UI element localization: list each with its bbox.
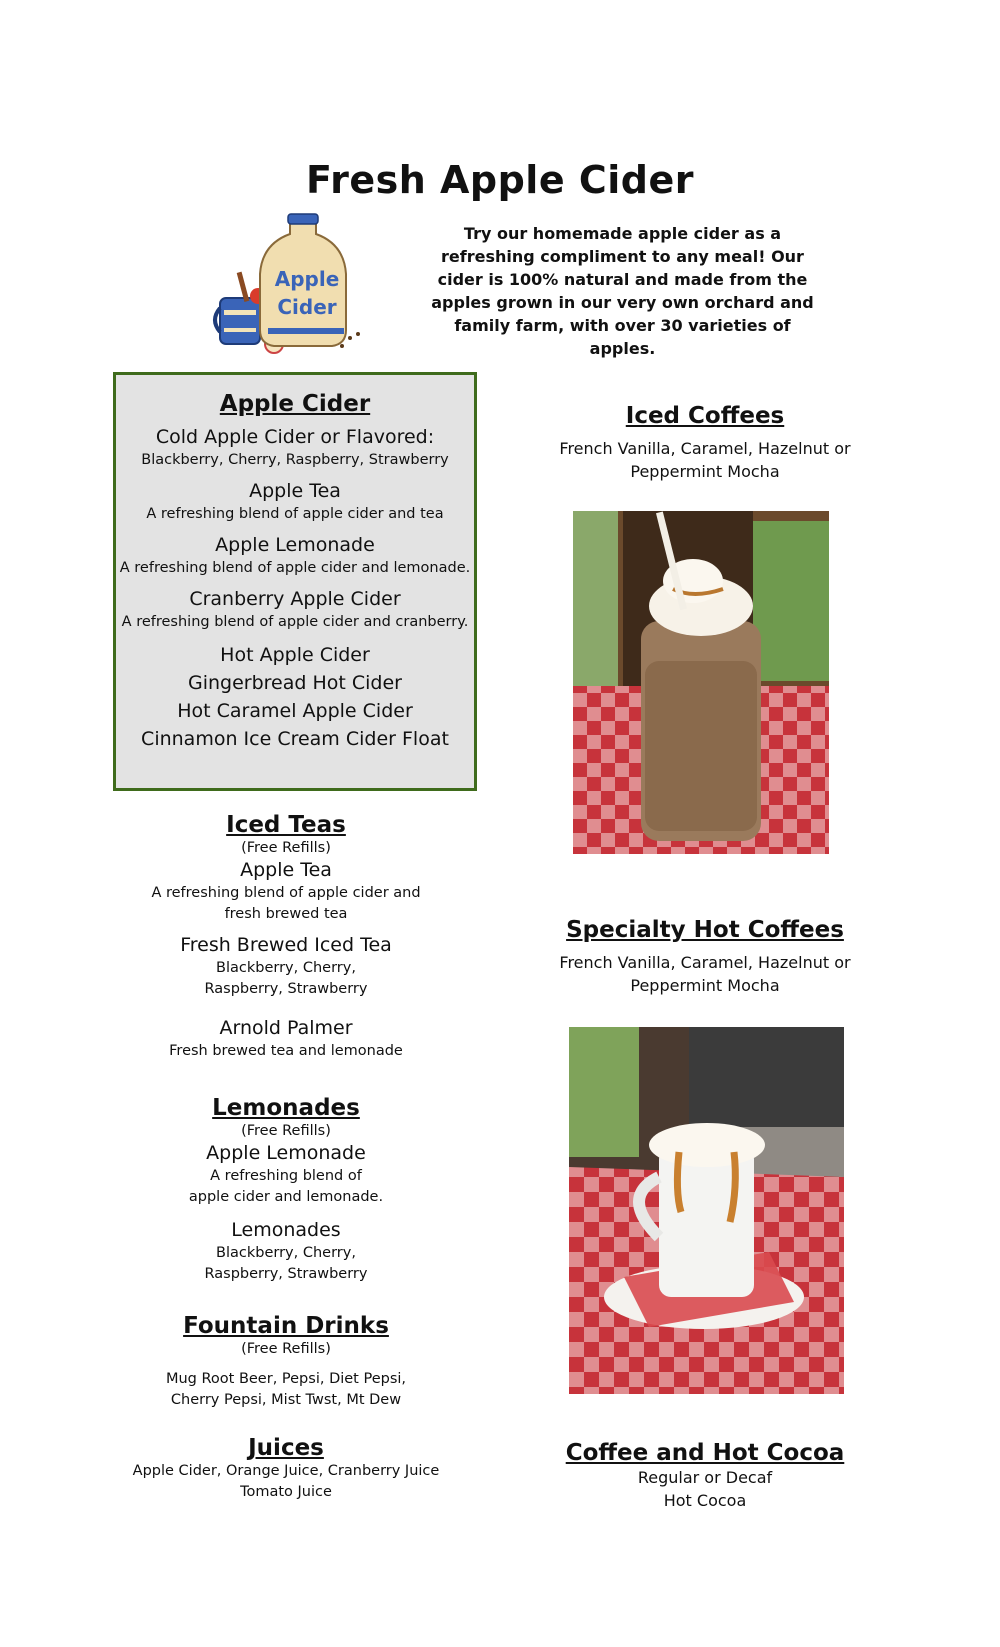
menu-item-desc: fresh brewed tea (224, 906, 348, 922)
juices-list-line: Tomato Juice (240, 1484, 332, 1500)
fountain-list-line: Cherry Pepsi, Mist Twst, Mt Dew (170, 1392, 402, 1408)
free-refills-note: (Free Refills) (241, 1123, 331, 1139)
menu-item: Apple Lemonade (206, 1142, 366, 1164)
iced-coffees-heading: Iced Coffees (625, 403, 785, 429)
menu-item: Cinnamon Ice Cream Cider Float (141, 728, 449, 750)
menu-item-desc: Blackberry, Cherry, Raspberry, Strawberry (141, 452, 449, 468)
iced-coffees-flavors: French Vanilla, Caramel, Hazelnut or (559, 439, 851, 458)
apple-cider-jug-illustration (212, 210, 372, 360)
menu-item-desc: Blackberry, Cherry, (216, 960, 356, 976)
hot-coffee-photo (569, 1027, 844, 1394)
intro-paragraph: Try our homemade apple cider as a refreshing compliment to any meal! Our cider is 100% natural and made from the apples grown in our very own orchard and family farm, with over 30 varieties of apples. (431, 224, 814, 358)
menu-item-desc: Raspberry, Strawberry (204, 981, 368, 997)
free-refills-note: (Free Refills) (241, 1341, 331, 1357)
menu-item-desc: Raspberry, Strawberry (204, 1266, 368, 1282)
coffee-option: Regular or Decaf (637, 1468, 773, 1487)
free-refills-note: (Free Refills) (241, 840, 331, 856)
lemonades-heading: Lemonades (212, 1095, 360, 1121)
jug-label-line2: Cider (277, 295, 337, 319)
fountain-list-line: Mug Root Beer, Pepsi, Diet Pepsi, (165, 1371, 407, 1387)
menu-item: Arnold Palmer (219, 1017, 353, 1039)
juices-list-line: Apple Cider, Orange Juice, Cranberry Juice (132, 1463, 440, 1479)
menu-item: Apple Tea (249, 480, 341, 502)
menu-item: Apple Tea (240, 859, 332, 881)
iced-coffees-section (545, 403, 865, 483)
menu-item: Apple Lemonade (215, 534, 375, 556)
iced-coffees-flavors: Peppermint Mocha (630, 462, 780, 481)
coffee-option: Hot Cocoa (663, 1491, 747, 1510)
fountain-drinks-section (130, 1313, 442, 1411)
iced-teas-section (130, 812, 442, 1062)
hot-coffees-flavors: Peppermint Mocha (630, 976, 780, 995)
page-title: Fresh Apple Cider (306, 158, 694, 202)
apple-cider-heading: Apple Cider (219, 391, 371, 417)
menu-item: Fresh Brewed Iced Tea (180, 934, 392, 956)
menu-item: Hot Caramel Apple Cider (177, 700, 413, 722)
lemonades-section (130, 1095, 442, 1285)
menu-item-desc: A refreshing blend of apple cider and tea (146, 506, 444, 522)
hot-coffees-flavors: French Vanilla, Caramel, Hazelnut or (559, 953, 851, 972)
apple-cider-box (113, 372, 477, 791)
menu-item: Cranberry Apple Cider (189, 588, 401, 610)
menu-item: Gingerbread Hot Cider (187, 672, 402, 694)
iced-teas-heading: Iced Teas (226, 812, 346, 838)
iced-coffee-photo (573, 511, 829, 854)
specialty-hot-coffees-section (545, 917, 865, 997)
fountain-drinks-heading: Fountain Drinks (183, 1313, 389, 1339)
juices-section (110, 1435, 462, 1503)
menu-item-desc: A refreshing blend of apple cider and cranberry. (121, 614, 469, 630)
jug-label-line1: Apple (274, 267, 340, 291)
menu-item-desc: A refreshing blend of apple cider and (151, 885, 421, 901)
menu-item-desc: A refreshing blend of (210, 1168, 362, 1184)
apple-cider-section (116, 391, 474, 753)
coffee-hot-cocoa-heading: Coffee and Hot Cocoa (565, 1440, 845, 1466)
menu-item: Hot Apple Cider (220, 644, 370, 666)
menu-item-desc: Blackberry, Cherry, (216, 1245, 356, 1261)
specialty-hot-coffees-heading: Specialty Hot Coffees (566, 917, 844, 943)
menu-item: Cold Apple Cider or Flavored: (155, 426, 435, 448)
menu-item-desc: apple cider and lemonade. (188, 1189, 384, 1205)
coffee-hot-cocoa-section (545, 1440, 865, 1512)
juices-heading: Juices (248, 1435, 324, 1461)
menu-item-desc: Fresh brewed tea and lemonade (169, 1043, 403, 1059)
menu-item-desc: A refreshing blend of apple cider and lemonade. (119, 560, 471, 576)
menu-item: Lemonades (231, 1219, 341, 1241)
